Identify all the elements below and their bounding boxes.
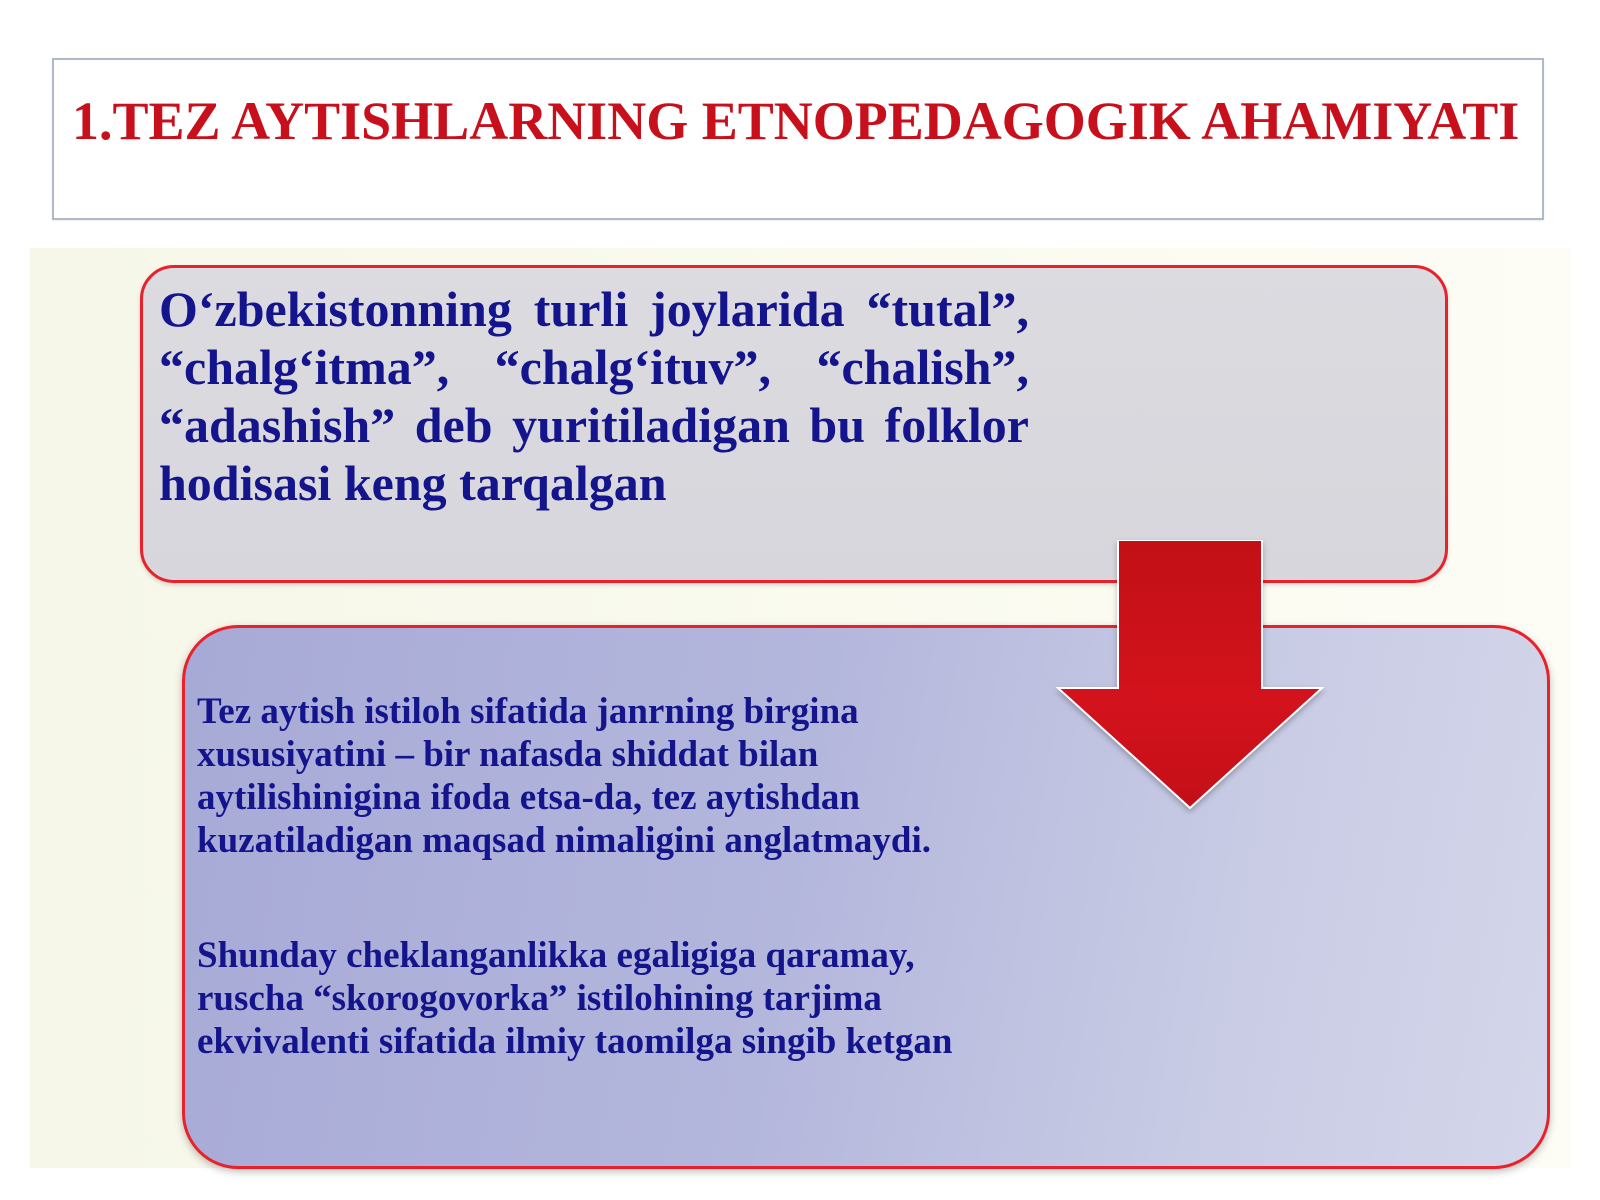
title-box xyxy=(52,58,1544,220)
top-text-box xyxy=(140,265,1448,583)
bottom-paragraph-1: Tez aytish istiloh sifatida janrning birgina xususiyatini – bir nafasda shiddat bilan aytilishinigina ifoda etsa-da, tez aytishdan kuzatiladigan maqsad nimaligini anglatmaydi. xyxy=(197,691,932,861)
bottom-paragraph-2: Shunday cheklanganlikka egaligiga qaramay, ruscha “skorogovorka” istilohining tarjima ekvivalenti sifatida ilmiy taomilga singib ketgan xyxy=(197,935,953,1062)
top-box-text: O‘zbekistonning turli joylarida “tutal”, “chalg‘itma”, “chalg‘ituv”, “chalish”, “adashish” deb yuritiladigan bu folklor hodisasi keng tarqalgan xyxy=(159,281,1029,511)
down-arrow-icon xyxy=(1056,540,1326,812)
bottom-text-box xyxy=(182,625,1550,1169)
slide-title: 1.TEZ AYTISHLARNING ETNOPEDAGOGIK AHAMIYATI xyxy=(72,91,1520,151)
